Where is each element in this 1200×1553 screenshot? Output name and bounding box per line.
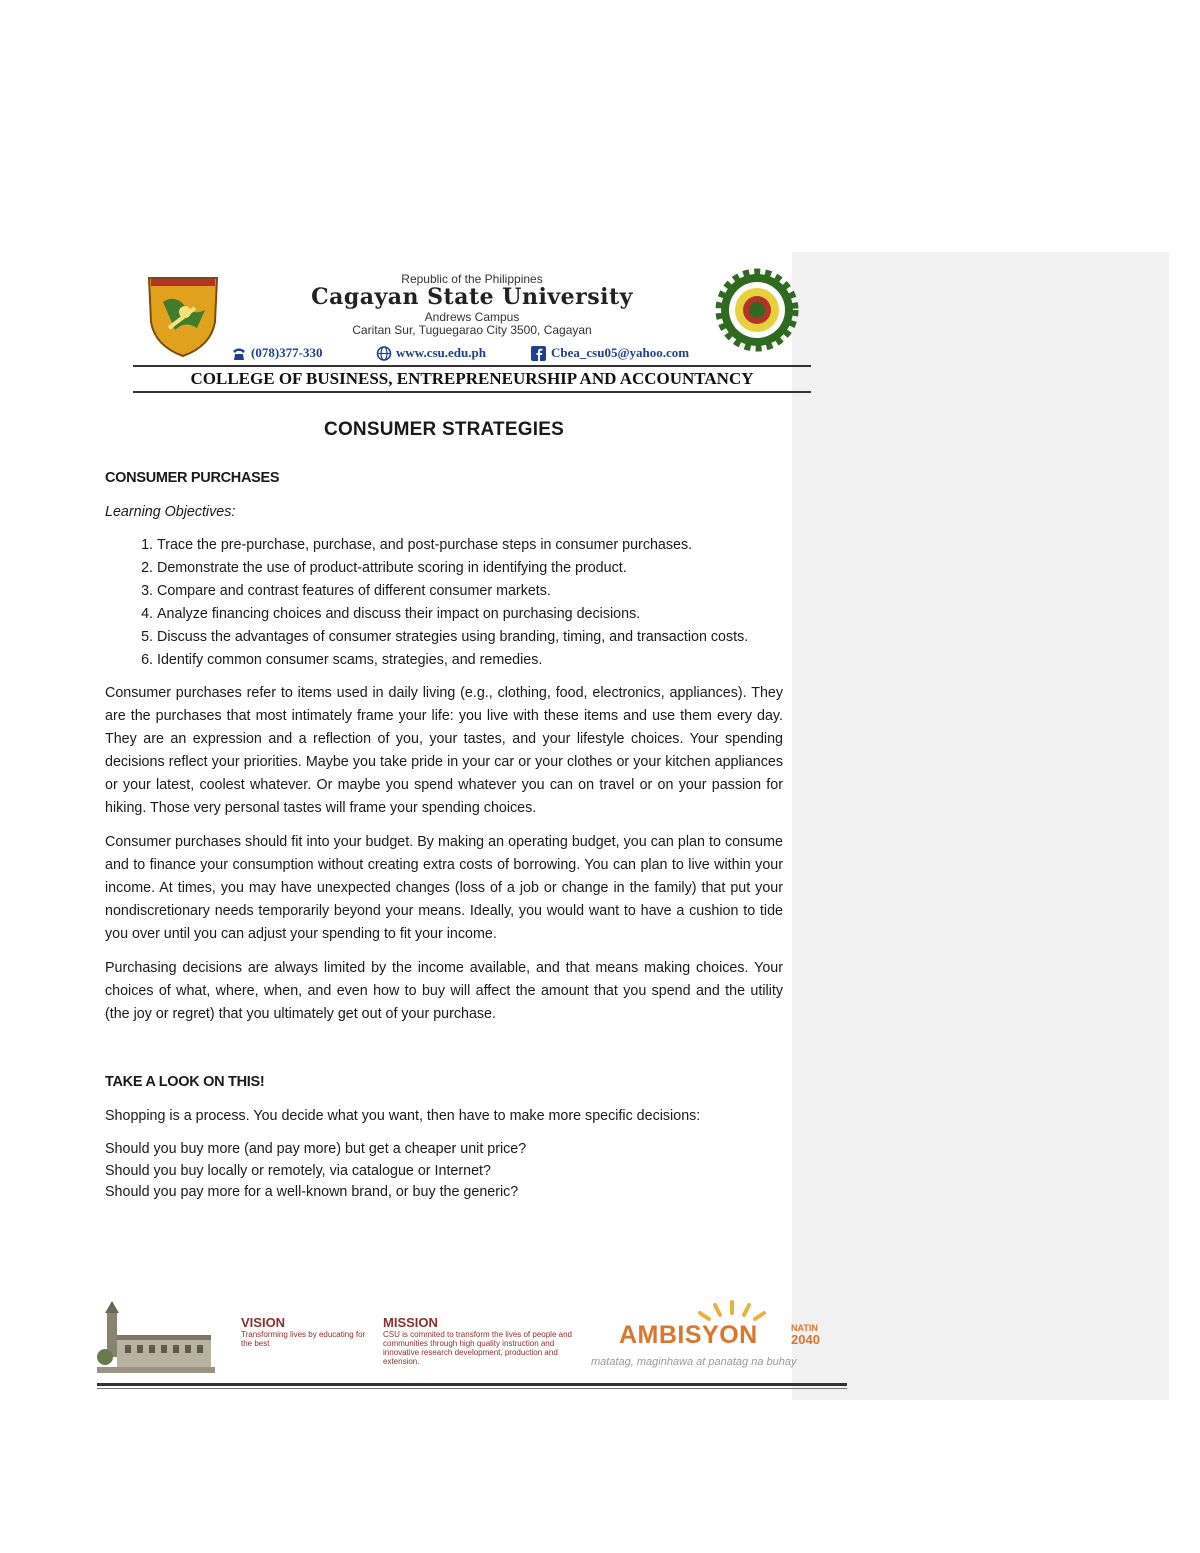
shopping-intro: Shopping is a process. You decide what you want, then have to make more specific decisions: xyxy=(105,1108,701,1124)
email-address[interactable]: Cbea_csu05@yahoo.com xyxy=(551,345,690,360)
email-contact xyxy=(531,345,689,361)
ambisyon-tagline: matatag, maginhawa at panatag na buhay xyxy=(591,1356,797,1368)
contact-row xyxy=(231,345,731,363)
document-body xyxy=(105,418,783,1204)
paragraph: Purchasing decisions are always limited by the income available, and that means making choices. Your choices of what, where, when, and even how to buy will affect the amount that you spend and the utility (the joy or regret) that you ultimately get out of your purchase. xyxy=(105,960,783,1022)
phone-contact xyxy=(231,345,323,361)
ambisyon-badge-line2: 2040 xyxy=(791,1332,820,1347)
mission-text: CSU is commited to transform the lives of people and communities through high quality instruction and innovative research development, production and extension. xyxy=(383,1330,572,1366)
objective-item: 2. Demonstrate the use of product-attribute scoring in identifying the product. xyxy=(157,557,783,580)
mission-title: MISSION xyxy=(383,1315,438,1330)
republic-line: Republic of the Philippines xyxy=(401,272,543,286)
facebook-icon xyxy=(531,346,547,361)
ambisyon-logo-text: AMBISYON xyxy=(619,1321,758,1349)
learning-objectives-list xyxy=(105,534,783,672)
globe-icon xyxy=(376,346,392,361)
objective-item: 3. Compare and contrast features of different consumer markets. xyxy=(157,580,783,603)
objective-item: 5. Discuss the advantages of consumer strategies using branding, timing, and transaction costs. xyxy=(157,626,783,649)
campus-name: Andrews Campus xyxy=(424,310,520,324)
question-line: Should you pay more for a well-known brand, or buy the generic? xyxy=(105,1184,519,1200)
ambisyon-badge-line1: NATIN xyxy=(791,1323,818,1333)
page-footer xyxy=(97,1293,857,1391)
ambisyon-badge xyxy=(791,1323,820,1346)
vision-text: Transforming lives by educating for the best xyxy=(241,1330,366,1348)
paragraph: Consumer purchases should fit into your budget. By making an operating budget, you can plan to consume and to finance your consumption without creating extra costs of borrowing. You can plan to live within your income. At times, you may have unexpected changes (loss of a job or change in the family) that put your nondiscretionary needs temporarily beyond your means. Ideally, you would want to have a cushion to tide you over until you can adjust your spending to fit your income. xyxy=(105,834,783,942)
university-name: Cagayan State University xyxy=(311,284,633,310)
objective-item: 4. Analyze financing choices and discuss their impact on purchasing decisions. xyxy=(157,603,783,626)
learning-objectives-label: Learning Objectives: xyxy=(105,504,236,520)
phone-icon xyxy=(231,346,247,361)
question-line: Should you buy more (and pay more) but get a cheaper unit price? xyxy=(105,1141,527,1157)
campus-address: Caritan Sur, Tuguegarao City 3500, Cagayan xyxy=(352,323,592,337)
objective-item: 6. Identify common consumer scams, strategies, and remedies. xyxy=(157,649,783,672)
college-name-bar: COLLEGE OF BUSINESS, ENTREPRENEURSHIP AND ACCOUNTANCY xyxy=(133,365,811,393)
college-seal-logo xyxy=(715,268,799,352)
section-heading-consumer-purchases: CONSUMER PURCHASES xyxy=(105,470,280,486)
phone-number: (078)377-330 xyxy=(251,345,323,360)
website-link[interactable]: www.csu.edu.ph xyxy=(396,345,486,360)
comment-pane xyxy=(792,252,1169,1400)
objective-item: 1. Trace the pre-purchase, purchase, and post-purchase steps in consumer purchases. xyxy=(157,534,783,557)
shopping-questions xyxy=(105,1139,783,1204)
vision-title: VISION xyxy=(241,1315,286,1330)
letterhead xyxy=(133,262,811,392)
spacer xyxy=(105,1037,783,1071)
document-title: CONSUMER STRATEGIES xyxy=(324,419,564,440)
paragraph: Consumer purchases refer to items used in daily living (e.g., clothing, food, electronics, appliances). They are the purchases that most intimately frame your life: you live with these items and use them every day. They are an expression and a reflection of you, your tastes, and your lifestyle choices. Your spending decisions reflect your priorities. Maybe you take pride in your car or your clothes or your kitchen appliances or your latest, coolest whatever. Or maybe you spend whatever you can on travel or on your passion for hiking. Those very personal tastes will frame your spending choices. xyxy=(105,685,783,816)
section-heading-take-a-look: TAKE A LOOK ON THIS! xyxy=(105,1074,265,1090)
footer-divider-thin xyxy=(97,1388,847,1389)
question-line: Should you buy locally or remotely, via catalogue or Internet? xyxy=(105,1162,491,1179)
campus-building-illustration xyxy=(97,1299,215,1377)
footer-divider xyxy=(97,1383,847,1386)
website-contact xyxy=(376,345,486,361)
